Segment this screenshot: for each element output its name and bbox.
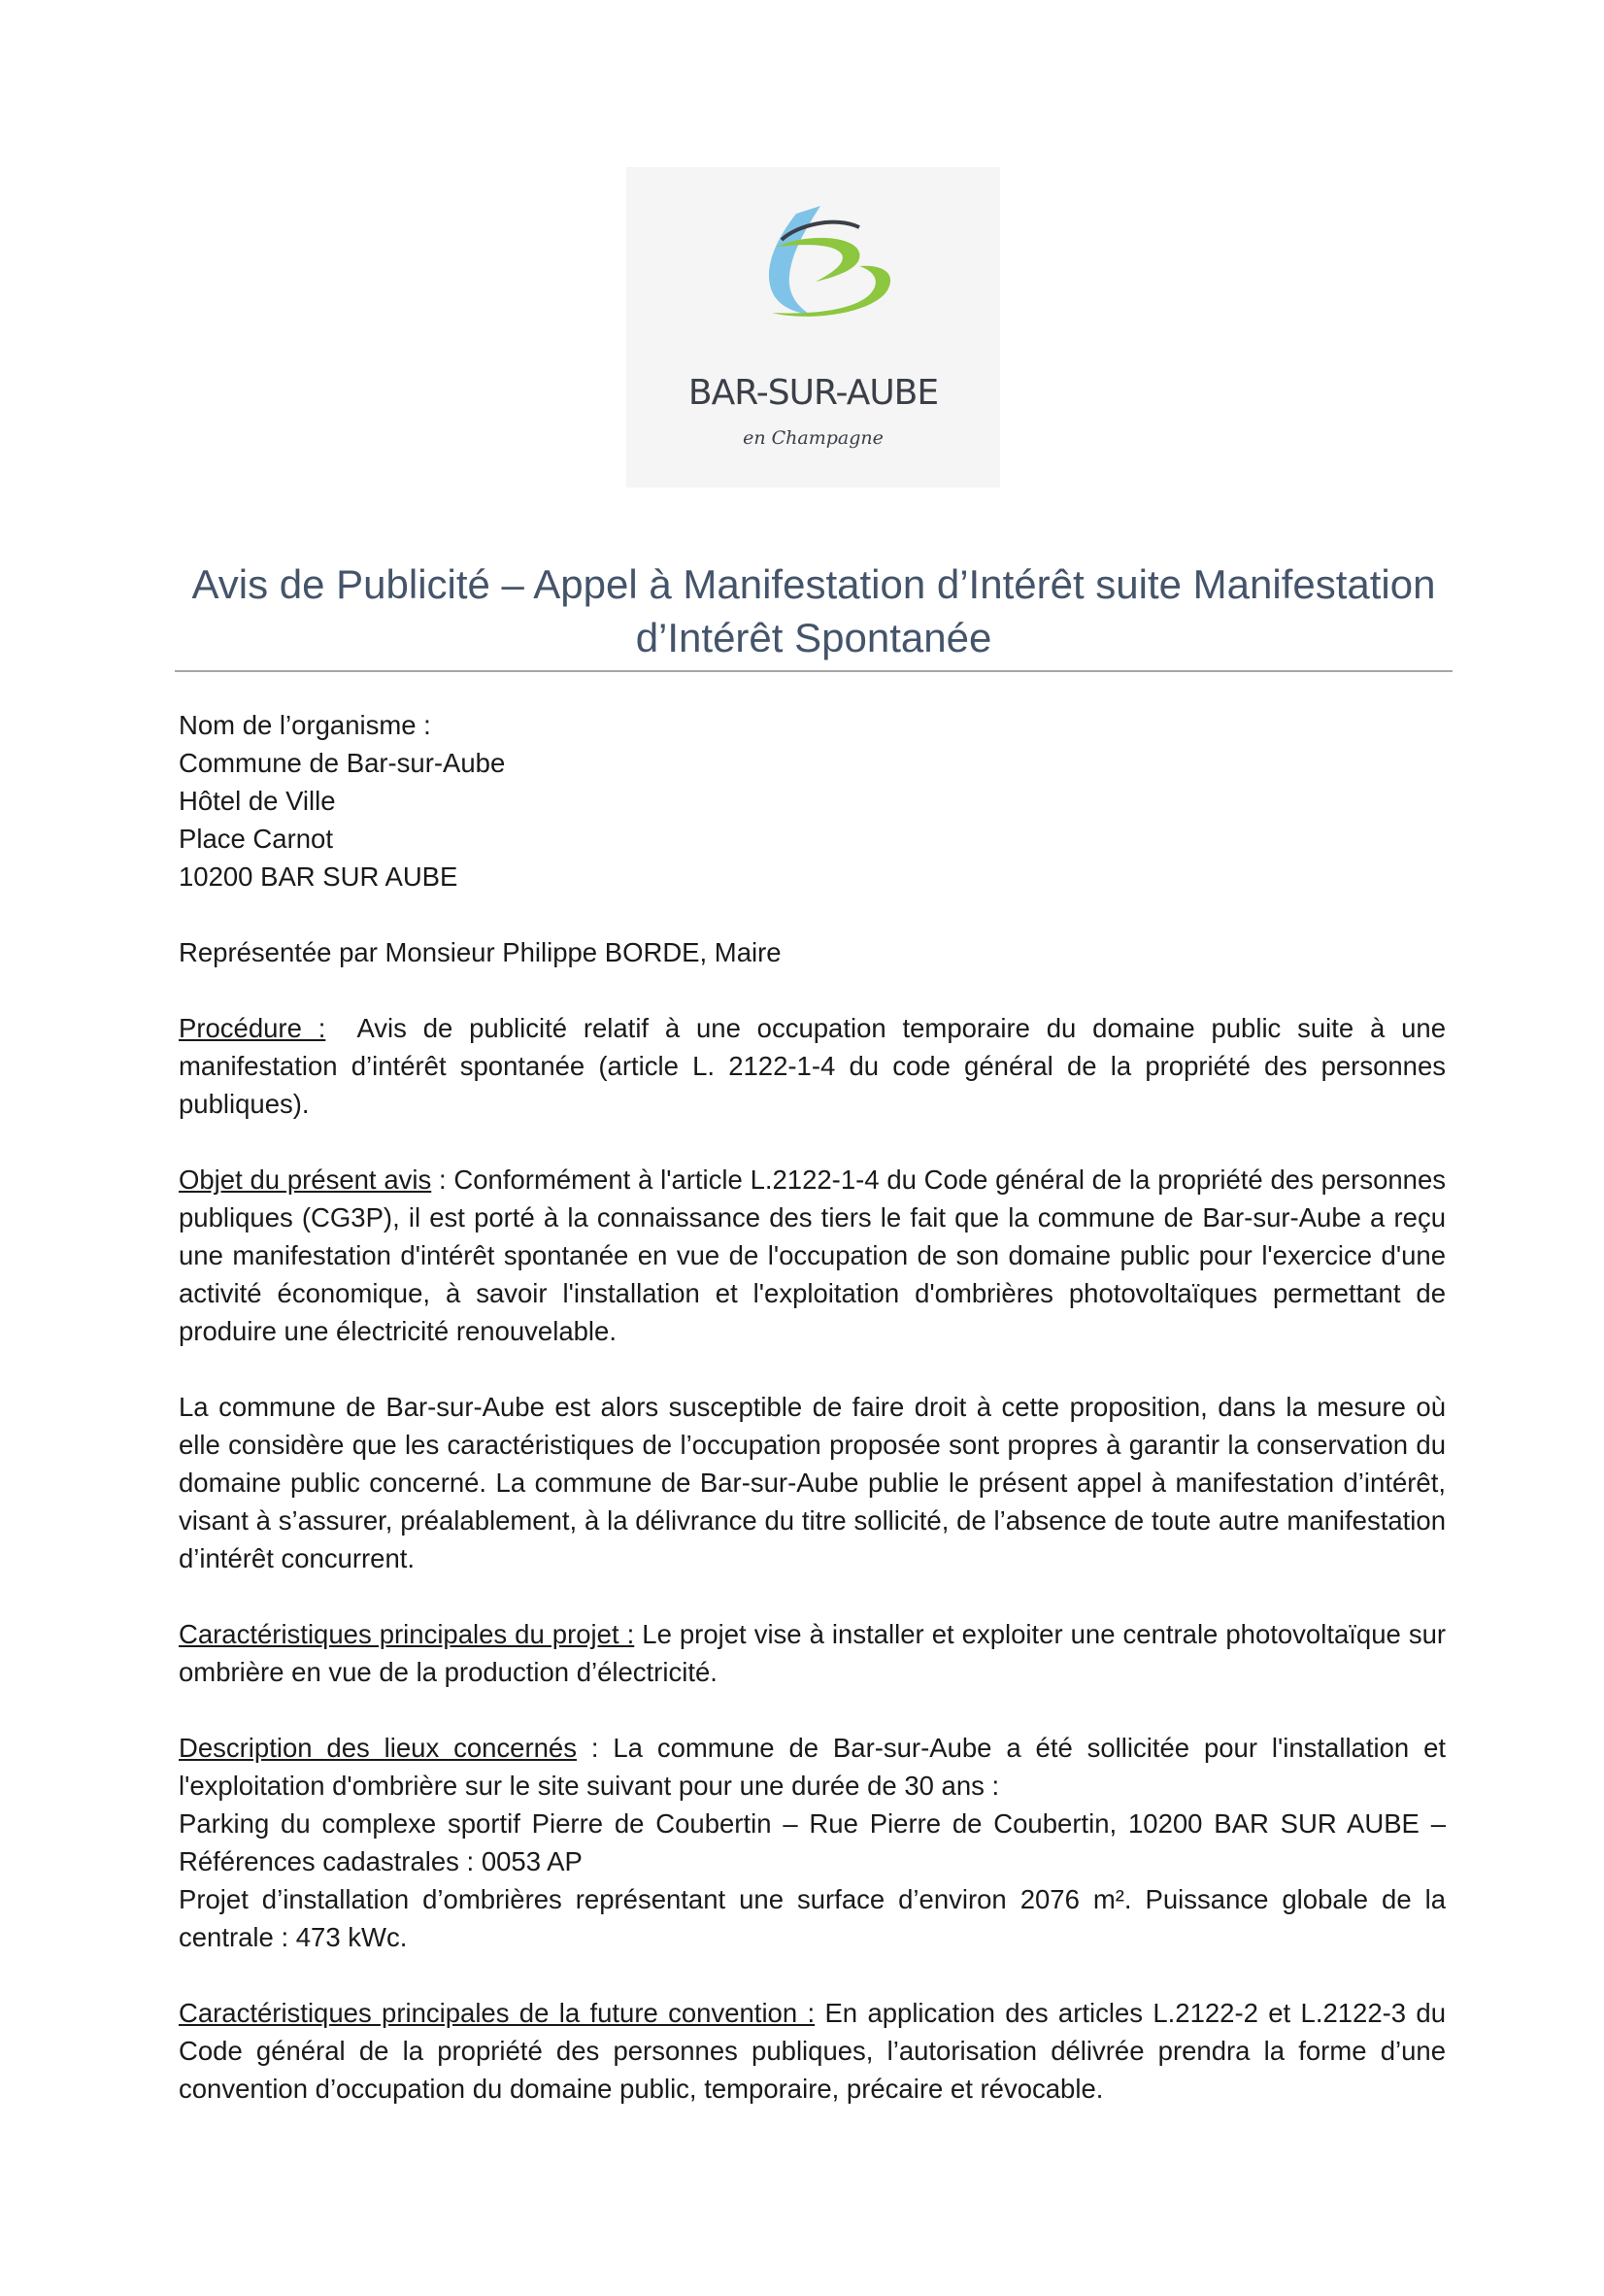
description-lieux-text: : La commune de Bar-sur-Aube a été sollicitée pour l'installation et l'exploitation d'ombrière sur le site suivant pour une durée de 30 ans : [179, 1733, 1447, 1801]
organisme-line: Place Carnot [179, 824, 333, 854]
description-lieux-block [179, 1729, 1446, 1956]
title-line-2: d’Intérêt Spontanée [635, 615, 992, 660]
description-lieux-label: Description des lieux concernés [179, 1733, 577, 1763]
objet-label: Objet du présent avis [179, 1165, 432, 1195]
organisme-line: Commune de Bar-sur-Aube [179, 748, 506, 778]
convention-label: Caractéristiques principales de la future convention : [179, 1998, 816, 2028]
description-lieux-site: Parking du complexe sportif Pierre de Coubertin – Rue Pierre de Coubertin, 10200 BAR SUR AUBE – Références cadastrales : 0053 AP [179, 1808, 1446, 1876]
commune-paragraph: La commune de Bar-sur-Aube est alors susceptible de faire droit à cette proposition, dans la mesure où elle considère que les caractéristiques de l’occupation proposée sont propres à garantir la conservation du domaine public concerné. La commune de Bar-sur-Aube publie le présent appel à manifestation d’intérêt, visant à s’assurer, préalablement, à la délivrance du titre sollicité, de l’absence de toute autre manifestation d’intérêt concurrent. [179, 1392, 1446, 1573]
caracteristiques-projet-paragraph [179, 1615, 1446, 1691]
organisme-block [179, 706, 1446, 895]
organisme-line: Hôtel de Ville [179, 786, 336, 816]
title-divider [175, 670, 1453, 672]
convention-paragraph [179, 1994, 1446, 2108]
convention-text: En application des articles L.2122-2 et L.2122-3 du Code général de la propriété des personnes publiques, l’autorisation délivrée prendra la forme d’une convention d’occupation du domaine public, temporaire, précaire et révocable. [179, 1998, 1447, 2104]
objet-paragraph [179, 1161, 1446, 1350]
representee-line: Représentée par Monsieur Philippe BORDE, Maire [179, 937, 782, 967]
procedure-paragraph [179, 1009, 1446, 1123]
logo [626, 167, 1000, 488]
caracteristiques-projet-text: Le projet vise à installer et exploiter une centrale photovoltaïque sur ombrière en vue de la production d’électricité. [179, 1619, 1447, 1687]
logo-tagline: en Champagne [743, 427, 884, 449]
description-lieux-projet: Projet d’installation d’ombrières représentant une surface d’environ 2076 m². Puissance globale de la centrale : 473 kWc. [179, 1884, 1446, 1952]
procedure-label: Procédure : [179, 1013, 326, 1043]
logo-name: BAR-SUR-AUBE [687, 373, 939, 413]
page-title [177, 557, 1451, 664]
organisme-label: Nom de l’organisme : [179, 710, 431, 740]
caracteristiques-projet-label: Caractéristiques principales du projet : [179, 1619, 635, 1649]
title-line-1: Avis de Publicité – Appel à Manifestation d’Intérêt suite Manifestation [191, 561, 1436, 607]
description-lieux-paragraph [179, 1729, 1446, 1805]
document-body [179, 706, 1446, 2145]
procedure-text: Avis de publicité relatif à une occupation temporaire du domaine public suite à une manifestation d’intérêt spontanée (article L. 2122-1-4 du code général de la propriété des personnes publiques). [179, 1013, 1447, 1119]
objet-text: : Conformément à l'article L.2122-1-4 du Code général de la propriété des personnes publiques (CG3P), il est porté à la connaissance des tiers le fait que la commune de Bar-sur-Aube a reçu une manifestation d'intérêt spontanée en vue de l'occupation de son domaine public pour l'exercice d'une activité économique, à savoir l'installation et l'exploitation d'ombrières photovoltaïques permettant de produire une électricité renouvelable. [179, 1165, 1447, 1346]
organisme-line: 10200 BAR SUR AUBE [179, 861, 458, 892]
